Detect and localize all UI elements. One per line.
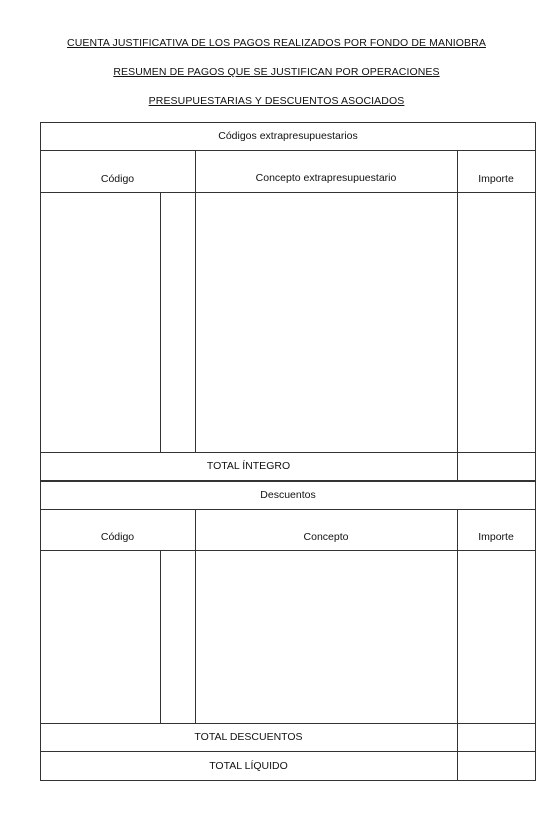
total-integro-value[interactable]: [458, 453, 535, 480]
column-header-codigo: Código: [100, 173, 135, 185]
column-header-importe: Importe: [478, 173, 514, 185]
table-border: [40, 150, 536, 151]
total-descuentos-value[interactable]: [458, 724, 535, 751]
header-line-3: PRESUPUESTARIAS Y DESCUENTOS ASOCIADOS: [148, 95, 405, 107]
table-border: [535, 122, 536, 481]
table-border: [40, 780, 536, 781]
table-border: [40, 509, 536, 510]
table-border: [160, 550, 161, 723]
total-liquido-value[interactable]: [458, 752, 535, 780]
header-line-2: RESUMEN DE PAGOS QUE SE JUSTIFICAN POR OPERACIONES: [113, 66, 440, 78]
section-title: Descuentos: [260, 489, 316, 501]
table-border: [535, 481, 536, 781]
header-line-1: CUENTA JUSTIFICATIVA DE LOS PAGOS REALIZADOS POR FONDO DE MANIOBRA: [67, 37, 486, 49]
column-header-codigo: Código: [100, 531, 135, 543]
section-title: Códigos extrapresupuestarios: [218, 130, 358, 142]
total-descuentos-label: TOTAL DESCUENTOS: [194, 731, 303, 743]
column-header-concepto: Concepto extrapresupuestario: [255, 172, 397, 184]
total-integro-label: TOTAL ÍNTEGRO: [206, 460, 291, 472]
column-header-importe: Importe: [478, 531, 514, 543]
column-header-concepto: Concepto: [303, 531, 349, 543]
table-border: [160, 192, 161, 452]
total-liquido-label: TOTAL LÍQUIDO: [209, 760, 288, 772]
